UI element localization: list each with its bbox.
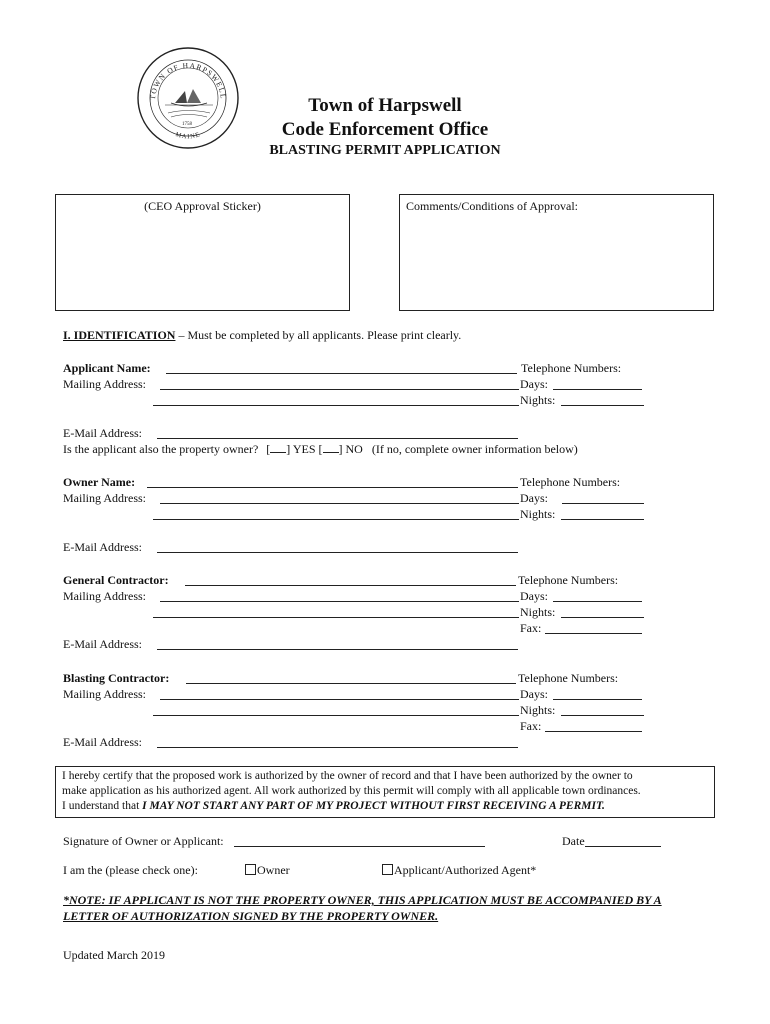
date-field[interactable]: [585, 846, 661, 847]
note-line-2: LETTER OF AUTHORIZATION SIGNED BY THE PROPERTY OWNER.: [63, 909, 439, 923]
bc-phones-label: Telephone Numbers:: [518, 671, 619, 685]
blasting-contractor-label: Blasting Contractor:: [63, 671, 170, 685]
certification-line-3-start: I understand that: [62, 800, 143, 812]
owner-option[interactable]: [245, 863, 290, 877]
identification-instruction: – Must be completed by all applicants. Please print clearly.: [175, 328, 462, 342]
certification-box: [55, 766, 715, 818]
identification-heading: I. IDENTIFICATION: [63, 328, 176, 342]
updated-date: Updated March 2019: [63, 948, 165, 962]
owner-days-field[interactable]: [562, 503, 644, 504]
gc-nights-label: Nights:: [520, 605, 556, 619]
town-title: Town of Harpswell: [308, 95, 462, 116]
signature-field[interactable]: [234, 846, 485, 847]
owner-note: (If no, complete owner information below): [371, 442, 578, 456]
owner-mailing-field-2[interactable]: [153, 519, 519, 520]
applicant-email-label: E-Mail Address:: [63, 426, 142, 440]
town-seal: [135, 45, 240, 150]
owner-nights-label: Nights:: [520, 507, 556, 521]
yes-checkbox[interactable]: [270, 442, 286, 453]
bc-fax-label: Fax:: [520, 719, 542, 733]
owner-checkbox[interactable]: [245, 864, 256, 875]
gc-days-field[interactable]: [553, 601, 642, 602]
gc-fax-field[interactable]: [545, 633, 642, 634]
applicant-email-field[interactable]: [157, 438, 518, 439]
bc-days-label: Days:: [520, 687, 548, 701]
role-label: I am the (please check one):: [63, 863, 198, 877]
applicant-mailing-field-1[interactable]: [160, 389, 519, 390]
applicant-mailing-field-2[interactable]: [153, 405, 519, 406]
owner-name-field[interactable]: [147, 487, 518, 488]
agent-checkbox[interactable]: [382, 864, 393, 875]
applicant-days-label: Days:: [520, 377, 548, 391]
owner-email-field[interactable]: [157, 552, 518, 553]
agent-option[interactable]: [382, 863, 536, 877]
general-contractor-name-field[interactable]: [185, 585, 516, 586]
svg-text:TOWN OF HARPSWELL: [148, 61, 228, 100]
owner-question-row: Is the applicant also the property owner? [ ] YES [ ] NO (If no, complete owner information below): [63, 442, 578, 456]
applicant-days-field[interactable]: [553, 389, 642, 390]
applicant-phones-label: Telephone Numbers:: [521, 361, 622, 375]
owner-phones-label: Telephone Numbers:: [520, 475, 621, 489]
owner-option-label: Owner: [257, 863, 290, 877]
gc-phones-label: Telephone Numbers:: [518, 573, 619, 587]
gc-email-field[interactable]: [157, 649, 518, 650]
office-title: Code Enforcement Office: [281, 119, 489, 140]
no-label: NO: [345, 442, 363, 456]
gc-mailing-field-1[interactable]: [160, 601, 519, 602]
date-label: Date: [562, 834, 585, 848]
comments-box[interactable]: [399, 194, 714, 311]
seal-year: 1758: [182, 122, 192, 127]
note-line-1: *NOTE: IF APPLICANT IS NOT THE PROPERTY OWNER, THIS APPLICATION MUST BE ACCOMPANIED BY A: [63, 893, 662, 907]
gc-nights-field[interactable]: [561, 617, 644, 618]
certification-emphasis: I MAY NOT START ANY PART OF MY PROJECT WITHOUT FIRST RECEIVING A PERMIT.: [142, 800, 605, 812]
owner-mailing-label: Mailing Address:: [63, 491, 146, 505]
applicant-nights-field[interactable]: [561, 405, 644, 406]
bc-fax-field[interactable]: [545, 731, 642, 732]
bc-email-field[interactable]: [157, 747, 518, 748]
seal-top-text: TOWN OF HARPSWELL: [147, 60, 229, 101]
bc-mailing-field-2[interactable]: [153, 715, 519, 716]
certification-line-2: make application as his authorized agent. All work authorized by this permit will comply with all applicable town ordinances.: [62, 785, 641, 797]
applicant-nights-label: Nights:: [520, 393, 556, 407]
gc-mailing-field-2[interactable]: [153, 617, 519, 618]
owner-days-label: Days:: [520, 491, 548, 505]
applicant-mailing-label: Mailing Address:: [63, 377, 146, 391]
ceo-approval-sticker-box: [55, 194, 350, 311]
yes-label: YES: [292, 442, 316, 456]
bc-mailing-label: Mailing Address:: [63, 687, 146, 701]
identification-heading-row: [63, 328, 461, 342]
bc-days-field[interactable]: [553, 699, 642, 700]
blasting-contractor-name-field[interactable]: [186, 683, 516, 684]
bc-email-label: E-Mail Address:: [63, 735, 142, 749]
certification-line-1: I hereby certify that the proposed work is authorized by the owner of record and that I have been authorized by the owner to: [62, 770, 633, 782]
owner-email-label: E-Mail Address:: [63, 540, 142, 554]
gc-days-label: Days:: [520, 589, 548, 603]
agent-option-label: Applicant/Authorized Agent*: [394, 863, 537, 877]
applicant-name-label: Applicant Name:: [63, 361, 151, 375]
gc-email-label: E-Mail Address:: [63, 637, 142, 651]
bc-nights-label: Nights:: [520, 703, 556, 717]
owner-mailing-field-1[interactable]: [160, 503, 519, 504]
svg-text:MAINE: [174, 131, 201, 140]
certification-line-3: [62, 799, 708, 814]
owner-nights-field[interactable]: [561, 519, 644, 520]
general-contractor-label: General Contractor:: [63, 573, 169, 587]
signature-label: Signature of Owner or Applicant:: [63, 834, 224, 848]
no-checkbox[interactable]: [323, 442, 339, 453]
applicant-name-field[interactable]: [166, 373, 517, 374]
gc-fax-label: Fax:: [520, 621, 542, 635]
bc-nights-field[interactable]: [561, 715, 644, 716]
form-title: BLASTING PERMIT APPLICATION: [269, 143, 501, 158]
owner-question: Is the applicant also the property owner?: [63, 442, 259, 456]
seal-bottom-text: MAINE: [174, 131, 202, 141]
gc-mailing-label: Mailing Address:: [63, 589, 146, 603]
sticker-box-label: (CEO Approval Sticker): [144, 199, 261, 213]
comments-box-label: Comments/Conditions of Approval:: [406, 199, 579, 213]
owner-name-label: Owner Name:: [63, 475, 136, 489]
bc-mailing-field-1[interactable]: [160, 699, 519, 700]
